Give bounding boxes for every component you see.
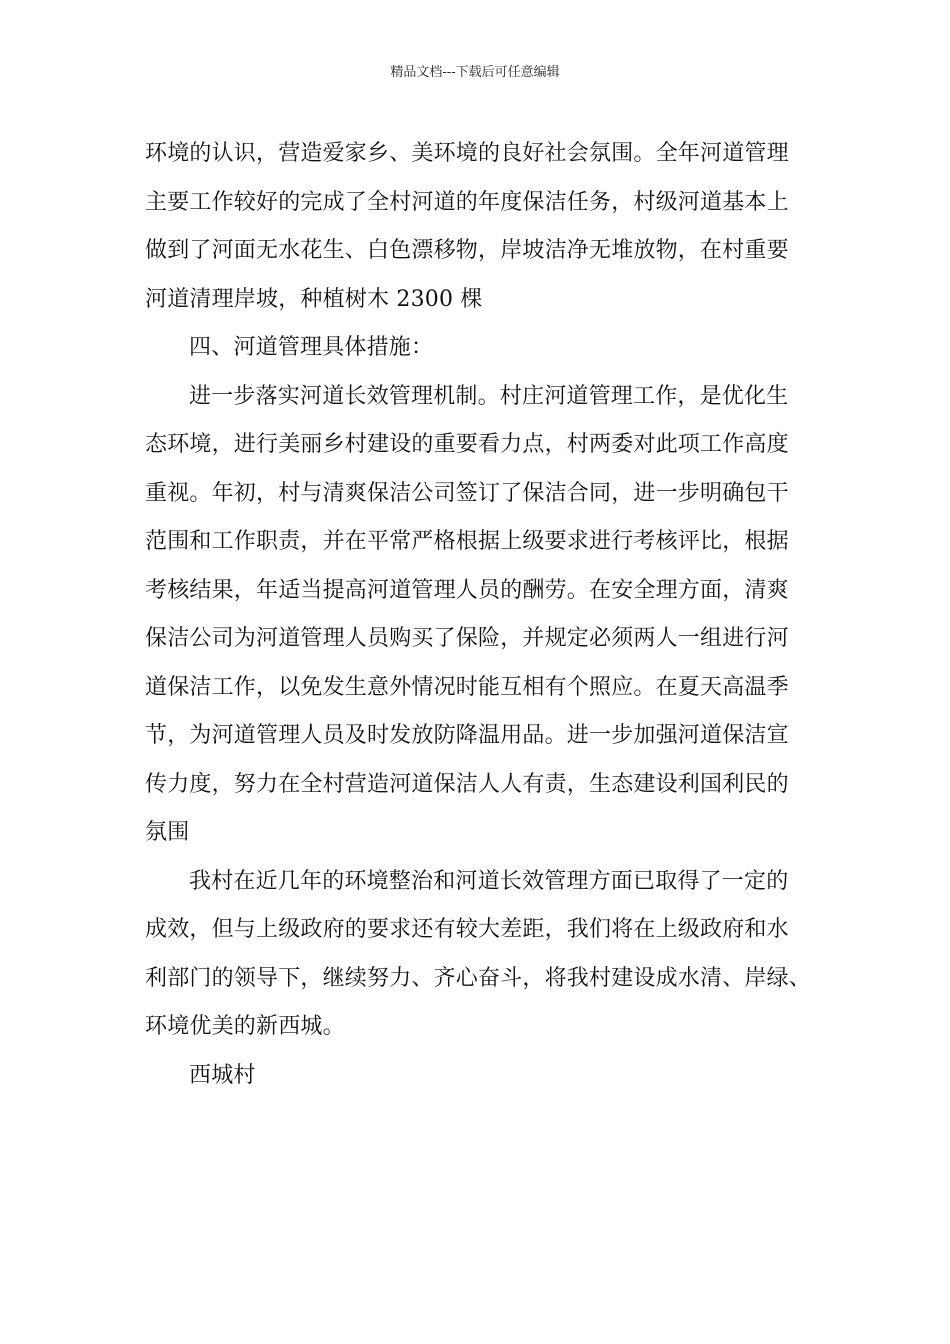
paragraph-line: 范围和工作职责，并在平常严格根据上级要求进行考核评比，根据 (145, 529, 789, 554)
paragraph-line: 保洁公司为河道管理人员购买了保险，并规定必须两人一组进行河 (145, 626, 789, 651)
paragraph-line: 氛围 (145, 820, 190, 845)
paragraph-line: 态环境，进行美丽乡村建设的重要看力点，村两委对此项工作高度 (145, 432, 789, 457)
paragraph-line: 环境的认识，营造爱家乡、美环境的良好社会氛围。全年河道管理 (145, 141, 789, 166)
paragraph-line: 利部门的领导下，继续努力、齐心奋斗，将我村建设成水清、岸绿、 (145, 965, 812, 991)
document-body (145, 130, 815, 1100)
paragraph-line: 进一步落实河道长效管理机制。村庄河道管理工作，是优化生 (189, 383, 789, 409)
paragraph-line: 节，为河道管理人员及时发放防降温用品。进一步加强河道保洁宣 (145, 723, 789, 748)
paragraph-line: 我村在近几年的环境整治和河道长效管理方面已取得了一定的 (189, 868, 789, 894)
signature-line: 西城村 (189, 1062, 256, 1088)
paragraph-line: 成效，但与上级政府的要求还有较大差距，我们将在上级政府和水 (145, 917, 789, 942)
paragraph-line: 传力度，努力在全村营造河道保洁人人有责，生态建设利国利民的 (145, 771, 789, 797)
paragraph-line: 环境优美的新西城。 (145, 1014, 345, 1039)
section-heading: 四、河道管理具体措施： (189, 335, 434, 360)
paragraph-line: 主要工作较好的完成了全村河道的年度保洁任务，村级河道基本上 (145, 189, 789, 215)
paragraph-line: 做到了河面无水花生、白色漂移物，岸坡洁净无堆放物，在村重要 (145, 238, 789, 263)
paragraph-line: 重视。年初，村与清爽保洁公司签订了保洁合同，进一步明确包干 (145, 480, 789, 506)
page-header: 精品文档---下载后可任意编辑 (390, 65, 560, 80)
paragraph-line: 道保洁工作，以免发生意外情况时能互相有个照应。在夏天高温季 (145, 674, 789, 700)
paragraph-line: 考核结果，年适当提高河道管理人员的酬劳。在安全理方面，清爽 (145, 577, 789, 603)
paragraph-line: 河道清理岸坡，种植树木 2300 棵 (145, 286, 483, 312)
